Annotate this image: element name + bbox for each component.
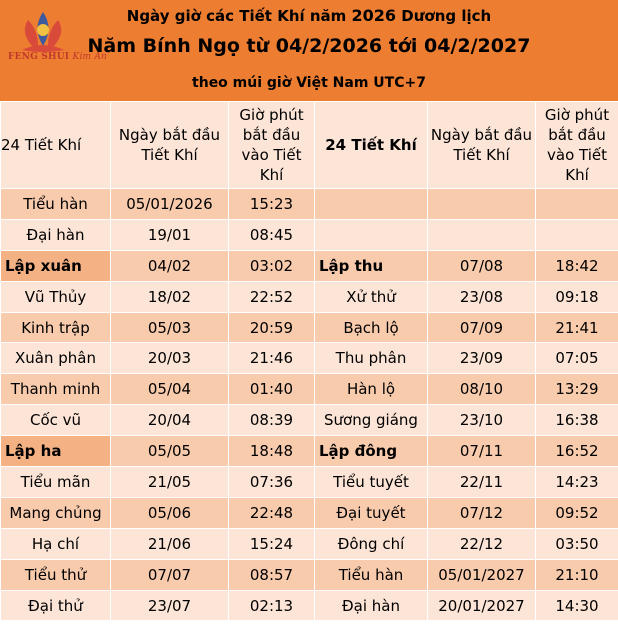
term-start-time: 07:36 bbox=[229, 467, 315, 498]
term-start-date: 07/11 bbox=[428, 436, 536, 467]
table-row bbox=[1, 590, 618, 621]
term-start-date bbox=[428, 219, 536, 250]
column-header: Giờ phút bắt đầu vào Tiết Khí bbox=[536, 102, 618, 189]
term-start-date: 21/06 bbox=[111, 528, 229, 559]
column-header: Ngày bắt đầu Tiết Khí bbox=[428, 102, 536, 189]
term-name: Mang chủng bbox=[1, 497, 111, 528]
term-start-date: 08/10 bbox=[428, 374, 536, 405]
term-name: Vũ Thủy bbox=[1, 281, 111, 312]
term-start-time: 02:13 bbox=[229, 590, 315, 621]
term-name: Đông chí bbox=[315, 528, 428, 559]
term-start-time: 03:50 bbox=[536, 528, 618, 559]
term-start-date: 21/05 bbox=[111, 467, 229, 498]
term-start-time: 16:52 bbox=[536, 436, 618, 467]
term-start-time: 09:18 bbox=[536, 281, 618, 312]
term-start-date: 22/12 bbox=[428, 528, 536, 559]
term-start-time: 20:59 bbox=[229, 312, 315, 343]
term-start-time bbox=[536, 219, 618, 250]
term-name: Bạch lộ bbox=[315, 312, 428, 343]
term-start-date: 23/09 bbox=[428, 343, 536, 374]
term-name: Tiểu hàn bbox=[315, 559, 428, 590]
table-header-row bbox=[1, 102, 618, 189]
term-name: Đại tuyết bbox=[315, 497, 428, 528]
term-start-date: 07/09 bbox=[428, 312, 536, 343]
term-name: Đại hàn bbox=[315, 590, 428, 621]
term-name: Xuân phân bbox=[1, 343, 111, 374]
term-name: Tiểu tuyết bbox=[315, 467, 428, 498]
term-start-date: 20/03 bbox=[111, 343, 229, 374]
term-name: Tiểu thử bbox=[1, 559, 111, 590]
table-row bbox=[1, 343, 618, 374]
term-start-date: 05/05 bbox=[111, 436, 229, 467]
table-row bbox=[1, 250, 618, 281]
term-start-time: 03:02 bbox=[229, 250, 315, 281]
column-header: 24 Tiết Khí bbox=[1, 102, 111, 189]
term-start-time: 16:38 bbox=[536, 405, 618, 436]
term-name: Thanh minh bbox=[1, 374, 111, 405]
term-name: Thu phân bbox=[315, 343, 428, 374]
term-name: Cốc vũ bbox=[1, 405, 111, 436]
term-start-date: 20/04 bbox=[111, 405, 229, 436]
term-start-time: 08:39 bbox=[229, 405, 315, 436]
term-name: Lập thu bbox=[315, 250, 428, 281]
solar-terms-table bbox=[0, 101, 618, 621]
column-header: 24 Tiết Khí bbox=[315, 102, 428, 189]
term-name: Lập đông bbox=[315, 436, 428, 467]
term-start-time: 21:46 bbox=[229, 343, 315, 374]
term-start-date: 07/12 bbox=[428, 497, 536, 528]
term-name: Xử thử bbox=[315, 281, 428, 312]
term-start-time: 22:48 bbox=[229, 497, 315, 528]
term-start-time: 22:52 bbox=[229, 281, 315, 312]
term-start-time: 21:10 bbox=[536, 559, 618, 590]
column-header: Giờ phút bắt đầu vào Tiết Khí bbox=[229, 102, 315, 189]
term-start-time: 08:57 bbox=[229, 559, 315, 590]
term-start-time: 18:48 bbox=[229, 436, 315, 467]
table-row bbox=[1, 528, 618, 559]
table-row bbox=[1, 281, 618, 312]
term-name: Hạ chí bbox=[1, 528, 111, 559]
term-start-date: 18/02 bbox=[111, 281, 229, 312]
column-header: Ngày bắt đầu Tiết Khí bbox=[111, 102, 229, 189]
term-name: Tiểu mãn bbox=[1, 467, 111, 498]
table-row bbox=[1, 405, 618, 436]
term-start-date: 19/01 bbox=[111, 219, 229, 250]
term-name: Hàn lộ bbox=[315, 374, 428, 405]
term-start-date: 05/04 bbox=[111, 374, 229, 405]
term-start-date: 20/01/2027 bbox=[428, 590, 536, 621]
term-name: Sương giáng bbox=[315, 405, 428, 436]
term-start-time: 14:23 bbox=[536, 467, 618, 498]
term-start-date: 04/02 bbox=[111, 250, 229, 281]
logo-brand-text: FENG SHUI Kim An bbox=[8, 52, 108, 62]
term-start-time: 21:41 bbox=[536, 312, 618, 343]
table-row bbox=[1, 219, 618, 250]
term-name: Tiểu hàn bbox=[1, 189, 111, 220]
term-name: Lập ha bbox=[1, 436, 111, 467]
table-row bbox=[1, 312, 618, 343]
term-start-date: 07/08 bbox=[428, 250, 536, 281]
term-start-time bbox=[536, 189, 618, 220]
table-row bbox=[1, 374, 618, 405]
term-start-time: 09:52 bbox=[536, 497, 618, 528]
term-start-date: 23/10 bbox=[428, 405, 536, 436]
term-start-time: 01:40 bbox=[229, 374, 315, 405]
term-start-time: 14:30 bbox=[536, 590, 618, 621]
table-row bbox=[1, 189, 618, 220]
term-name bbox=[315, 189, 428, 220]
term-name: Đại thử bbox=[1, 590, 111, 621]
term-start-date: 05/01/2026 bbox=[111, 189, 229, 220]
term-start-date bbox=[428, 189, 536, 220]
term-start-date: 05/03 bbox=[111, 312, 229, 343]
term-start-date: 22/11 bbox=[428, 467, 536, 498]
term-name: Lập xuân bbox=[1, 250, 111, 281]
term-start-time: 18:42 bbox=[536, 250, 618, 281]
title-line-1: Ngày giờ các Tiết Khí năm 2026 Dương lịch bbox=[126, 6, 492, 25]
term-name bbox=[315, 219, 428, 250]
term-start-date: 23/07 bbox=[111, 590, 229, 621]
table-row bbox=[1, 497, 618, 528]
term-start-date: 23/08 bbox=[428, 281, 536, 312]
table-row bbox=[1, 467, 618, 498]
term-start-time: 07:05 bbox=[536, 343, 618, 374]
title-line-3: theo múi giờ Việt Nam UTC+7 bbox=[192, 75, 426, 91]
term-start-date: 07/07 bbox=[111, 559, 229, 590]
term-start-time: 13:29 bbox=[536, 374, 618, 405]
table-row bbox=[1, 559, 618, 590]
term-name: Đại hàn bbox=[1, 219, 111, 250]
term-start-date: 05/06 bbox=[111, 497, 229, 528]
table-row bbox=[1, 436, 618, 467]
term-start-date: 05/01/2027 bbox=[428, 559, 536, 590]
term-start-time: 15:24 bbox=[229, 528, 315, 559]
term-start-time: 15:23 bbox=[229, 189, 315, 220]
title-banner bbox=[0, 0, 618, 101]
title-line-2: Năm Bính Ngọ từ 04/2/2026 tới 04/2/2027 bbox=[87, 35, 531, 57]
term-name: Kinh trập bbox=[1, 312, 111, 343]
term-start-time: 08:45 bbox=[229, 219, 315, 250]
